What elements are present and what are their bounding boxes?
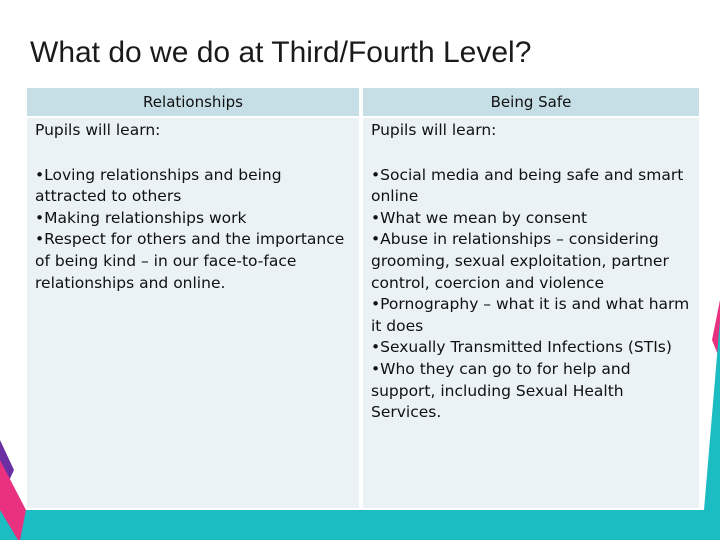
being-safe-intro: Pupils will learn: bbox=[371, 121, 497, 139]
list-item: •Making relationships work bbox=[35, 208, 247, 227]
list-item: •Abuse in relationships – considering grooming, sexual exploitation, partner control, coercion and violence bbox=[371, 230, 669, 292]
content-table bbox=[27, 88, 699, 508]
list-item: •Social media and being safe and smart online bbox=[371, 165, 684, 206]
right-decoration-shape bbox=[698, 300, 720, 510]
left-decoration-shape bbox=[0, 440, 28, 540]
relationships-cell bbox=[27, 118, 359, 508]
relationships-list bbox=[35, 165, 351, 295]
column-header-relationships: Relationships bbox=[27, 88, 359, 116]
being-safe-list bbox=[371, 165, 691, 424]
bottom-decoration-band bbox=[0, 510, 720, 540]
list-item: •Pornography – what it is and what harm it does bbox=[371, 295, 690, 335]
list-item: •Who they can go to for help and support, including Sexual Health Services. bbox=[371, 359, 631, 422]
relationships-intro: Pupils will learn: bbox=[35, 121, 161, 139]
list-item: •What we mean by consent bbox=[371, 208, 588, 227]
column-header-being-safe: Being Safe bbox=[363, 88, 699, 116]
slide-title: What do we do at Third/Fourth Level? bbox=[30, 36, 532, 69]
list-item: •Sexually Transmitted Infections (STIs) bbox=[371, 338, 672, 357]
list-item: •Respect for others and the importance of being kind – in our face-to-face relationships and online. bbox=[35, 230, 345, 292]
list-item: •Loving relationships and being attracted to others bbox=[35, 165, 282, 206]
being-safe-cell bbox=[363, 118, 699, 508]
